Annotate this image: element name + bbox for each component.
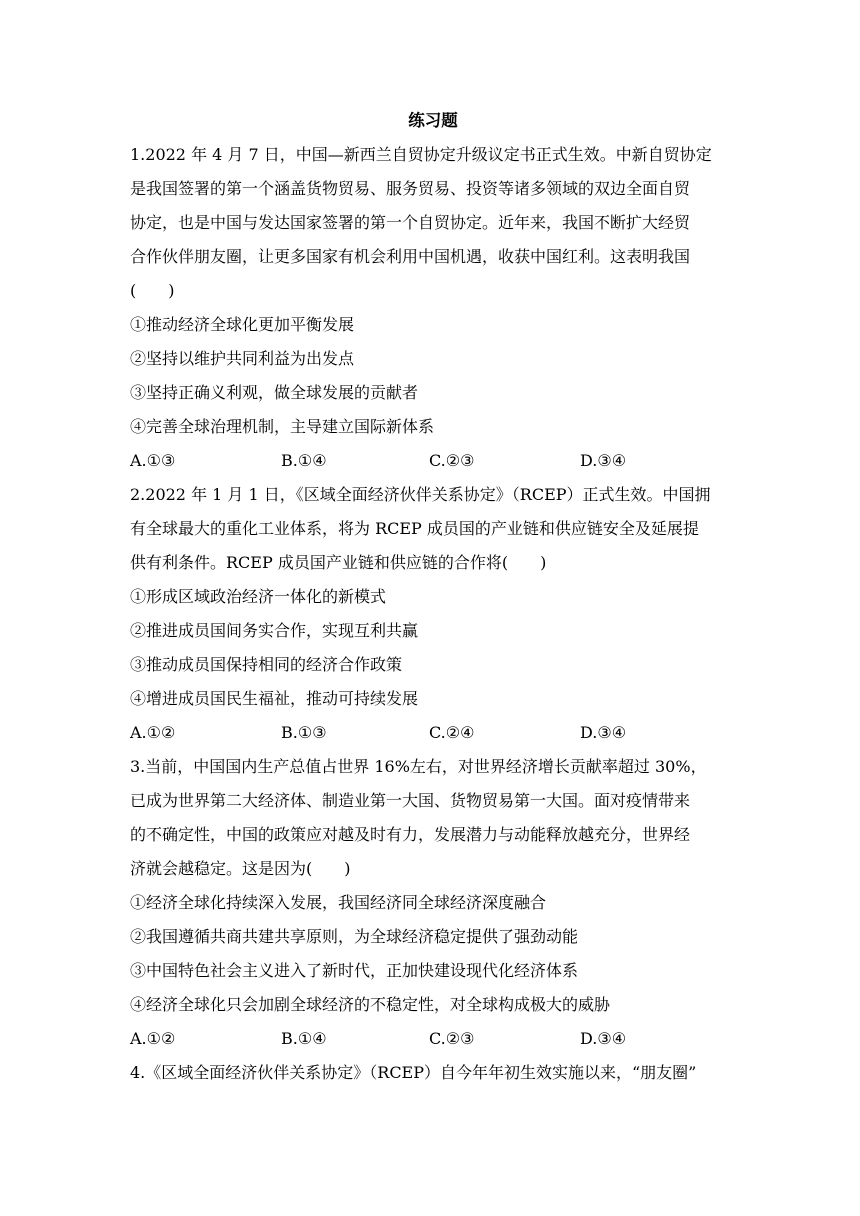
stem-line: 2.2022 年 1 月 1 日，《区域全面经济伙伴关系协定》（RCEP）正式生效。中国拥 [130,485,711,504]
stem-line: 已成为世界第二大经济体、制造业第一大国、货物贸易第一大国。面对疫情带来 [130,791,691,810]
option-item: ①经济全球化持续深入发展，我国经济同全球经济深度融合 [130,893,547,912]
question-stem [130,1056,736,1090]
answer-choice-a: A.①③ [130,451,176,470]
question-stem [130,138,736,308]
option-item: ④增进成员国民生福祉，推动可持续发展 [130,689,419,708]
stem-line: 是我国签署的第一个涵盖货物贸易、服务贸易、投资等诸多领域的双边全面自贸 [130,179,691,198]
stem-line: 的不确定性，中国的政策应对越及时有力，发展潜力与动能释放越充分，世界经 [130,825,691,844]
answer-choice-b: B.①④ [281,1029,327,1048]
answer-choice-c: C.②④ [429,723,475,742]
answer-choice-d: D.③④ [580,1029,627,1048]
answer-choice-d: D.③④ [580,723,627,742]
answer-choice-c: C.②③ [429,451,475,470]
option-item: ②我国遵循共商共建共享原则，为全球经济稳定提供了强劲动能 [130,927,579,946]
stem-line: 4.《区域全面经济伙伴关系协定》（RCEP）自今年年初生效实施以来，“朋友圈” [130,1063,697,1082]
stem-line: 供有利条件。RCEP 成员国产业链和供应链的合作将( ) [130,553,547,572]
stem-line: 济就会越稳定。这是因为( ) [130,859,351,878]
answer-choice-c: C.②③ [429,1029,475,1048]
answer-choice-b: B.①④ [281,451,327,470]
option-item: ①形成区域政治经济一体化的新模式 [130,587,387,606]
document-page [130,104,736,1090]
question-3 [130,750,736,1056]
stem-line: 3.当前，中国国内生产总值占世界 16%左右，对世界经济增长贡献率超过 30%， [130,757,707,776]
question-2 [130,478,736,750]
option-item: ①推动经济全球化更加平衡发展 [130,315,355,334]
question-stem [130,750,736,886]
option-item: ④经济全球化只会加剧全球经济的不稳定性，对全球构成极大的威胁 [130,995,611,1014]
question-stem [130,478,736,580]
option-item: ③坚持正确义利观，做全球发展的贡献者 [130,383,419,402]
option-item: ②坚持以维护共同利益为出发点 [130,349,355,368]
question-4 [130,1056,736,1090]
stem-line: ( ) [130,281,175,300]
option-item: ④完善全球治理机制，主导建立国际新体系 [130,417,435,436]
stem-line: 有全球最大的重化工业体系，将为 RCEP 成员国的产业链和供应链安全及延展提 [130,519,699,538]
answer-choice-d: D.③④ [580,451,627,470]
answer-choice-a: A.①② [130,723,176,742]
stem-line: 合作伙伴朋友圈，让更多国家有机会利用中国机遇，收获中国红利。这表明我国 [130,247,691,266]
option-item: ③推动成员国保持相同的经济合作政策 [130,655,403,674]
stem-line: 1.2022 年 4 月 7 日，中国—新西兰自贸协定升级议定书正式生效。中新自贸协定 [130,145,712,164]
answer-choices [130,1022,736,1056]
answer-choices [130,444,736,478]
stem-line: 协定，也是中国与发达国家签署的第一个自贸协定。近年来，我国不断扩大经贸 [130,213,691,232]
answer-choice-a: A.①② [130,1029,176,1048]
answer-choice-b: B.①③ [281,723,327,742]
option-item: ③中国特色社会主义进入了新时代，正加快建设现代化经济体系 [130,961,579,980]
answer-choices [130,716,736,750]
page-title: 练习题 [408,111,458,130]
question-1 [130,138,736,478]
option-item: ②推进成员国间务实合作，实现互利共赢 [130,621,419,640]
